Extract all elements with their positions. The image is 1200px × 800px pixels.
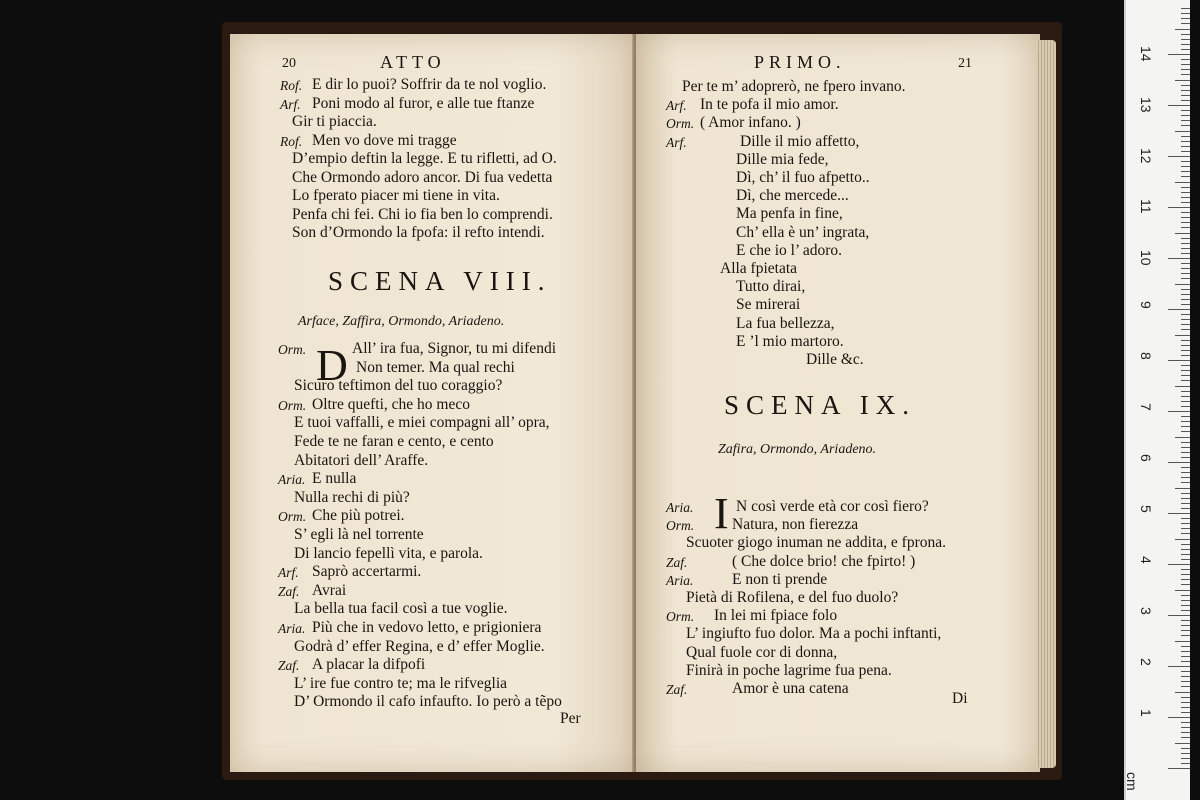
page-number: 20	[282, 56, 296, 71]
page-number: 21	[958, 56, 972, 71]
verse-line: Qual fuole cor di donna,	[686, 643, 838, 661]
drop-cap: I	[714, 489, 729, 538]
ruler-tick	[1181, 431, 1190, 432]
ruler-tick	[1181, 697, 1190, 698]
ruler-tick	[1181, 544, 1190, 545]
ruler-tick	[1181, 763, 1190, 764]
ruler-tick	[1181, 314, 1190, 315]
ruler-tick	[1181, 406, 1190, 407]
ruler-tick	[1181, 34, 1190, 35]
verse-line: L’ ire fue contro te; ma le rifveglia	[294, 674, 508, 692]
verse-line: Natura, non fierezza	[732, 516, 859, 534]
ruler-tick	[1168, 258, 1190, 259]
ruler-tick	[1181, 289, 1190, 290]
speaker-label: Zaf.	[666, 554, 688, 570]
ruler-tick	[1181, 13, 1190, 14]
verse-line: Alla fpietata	[720, 260, 798, 277]
verse-line: D’ Ormondo il cafo infaufto. Io però a tẽpo	[294, 693, 562, 711]
ruler-tick	[1181, 630, 1190, 631]
verse-line: Tutto dirai,	[736, 278, 806, 296]
ruler-tick	[1181, 120, 1190, 121]
ruler-tick	[1181, 569, 1190, 570]
verse-line: Abitatori dell’ Araffe.	[294, 451, 429, 469]
verse-line: In lei mi fpiace folo	[714, 607, 838, 625]
speaker-label: Aria.	[666, 500, 694, 515]
verse-line: Gir ti piaccia.	[292, 113, 377, 130]
ruler-tick	[1168, 462, 1190, 463]
speaker-label: Zaf.	[278, 658, 300, 674]
ruler-tick	[1181, 324, 1190, 325]
ruler-tick	[1175, 692, 1190, 693]
ruler-tick	[1181, 452, 1190, 453]
ruler-tick	[1181, 39, 1190, 40]
ruler-tick	[1181, 370, 1190, 371]
verse-line: Poni modo al furor, e alle tue ftanze	[312, 94, 535, 112]
ruler-tick	[1181, 421, 1190, 422]
ruler-tick	[1181, 355, 1190, 356]
ruler-tick	[1181, 559, 1190, 560]
ruler-tick	[1175, 743, 1190, 744]
ruler-tick	[1181, 253, 1190, 254]
ruler-tick	[1175, 641, 1190, 642]
ruler-tick	[1181, 304, 1190, 305]
ruler-tick	[1181, 702, 1190, 703]
verse-line: Finirà in poche lagrime fua pena.	[686, 661, 892, 679]
verse-line: Sicuro teftimon del tuo coraggio?	[294, 377, 503, 395]
ruler-tick	[1175, 29, 1190, 30]
ruler-number: 5	[1138, 505, 1154, 513]
ruler-tick	[1181, 125, 1190, 126]
verse-line: Pietà di Rofilena, e del fuo duolo?	[686, 589, 899, 606]
ruler-tick	[1181, 69, 1190, 70]
ruler-tick	[1181, 59, 1190, 60]
verse-line: S’ egli là nel torrente	[294, 526, 424, 543]
ruler-tick	[1175, 590, 1190, 591]
ruler-tick	[1168, 564, 1190, 565]
ruler-tick	[1181, 651, 1190, 652]
page-edges	[1036, 40, 1056, 768]
ruler-tick	[1181, 23, 1190, 24]
speaker-label: Rof.	[280, 133, 303, 149]
ruler-tick	[1181, 748, 1190, 749]
ruler-number: 3	[1138, 607, 1154, 615]
scene-characters: Arface, Zaffira, Ormondo, Ariadeno.	[298, 314, 505, 329]
verse-line: E non ti prende	[732, 570, 828, 588]
ruler-tick	[1175, 437, 1190, 438]
ruler-tick	[1181, 299, 1190, 300]
ruler-number: 14	[1138, 46, 1154, 62]
ruler-tick	[1181, 202, 1190, 203]
verse-line: Che più potrei.	[312, 507, 405, 525]
verse-line: Che Ormondo adoro ancor. Di fua vedetta	[292, 168, 553, 186]
ruler-tick	[1168, 717, 1190, 718]
ruler-tick	[1181, 610, 1190, 611]
ruler-tick	[1181, 625, 1190, 626]
ruler-tick	[1181, 727, 1190, 728]
running-head: ATTO	[380, 52, 446, 72]
ruler-tick	[1181, 161, 1190, 162]
ruler-tick	[1181, 401, 1190, 402]
ruler-tick	[1181, 146, 1190, 147]
ruler-tick	[1181, 574, 1190, 575]
ruler-tick	[1181, 584, 1190, 585]
ruler-tick	[1168, 666, 1190, 667]
verse-line: Scuoter giogo inuman ne addita, e fprona.	[686, 534, 946, 552]
ruler-tick	[1181, 365, 1190, 366]
measuring-ruler	[1124, 0, 1190, 800]
ruler-tick	[1168, 513, 1190, 514]
ruler-tick	[1181, 671, 1190, 672]
scene-characters: Zafira, Ormondo, Ariadeno.	[718, 442, 877, 457]
ruler-tick	[1181, 319, 1190, 320]
ruler-tick	[1181, 646, 1190, 647]
ruler-tick	[1181, 171, 1190, 172]
ruler-tick	[1181, 141, 1190, 142]
ruler-tick	[1181, 508, 1190, 509]
ruler-tick	[1168, 54, 1190, 55]
ruler-tick	[1181, 212, 1190, 213]
verse-line: L’ ingiufto fuo dolor. Ma a pochi inftanti,	[686, 625, 942, 643]
verse-line: Dì, che mercede...	[736, 187, 849, 205]
ruler-tick	[1181, 457, 1190, 458]
verse-line: All’ ira fua, Signor, tu mi difendi	[352, 340, 556, 357]
verse-line: Ch’ ella è un’ ingrata,	[736, 223, 870, 241]
verse-line: Godrà d’ effer Regina, e d’ effer Moglie.	[294, 637, 545, 655]
ruler-tick	[1175, 284, 1190, 285]
ruler-tick	[1181, 676, 1190, 677]
ruler-tick	[1181, 732, 1190, 733]
ruler-tick	[1181, 477, 1190, 478]
drop-cap: D	[316, 341, 348, 390]
ruler-tick	[1181, 85, 1190, 86]
verse-line: N così verde età cor così fiero?	[736, 498, 929, 515]
ruler-tick	[1175, 131, 1190, 132]
ruler-tick	[1181, 49, 1190, 50]
ruler-tick	[1181, 579, 1190, 580]
ruler-number: 8	[1138, 352, 1154, 360]
verse-line: Non temer. Ma qual rechi	[356, 358, 515, 376]
ruler-tick	[1168, 768, 1190, 769]
ruler-tick	[1181, 136, 1190, 137]
ruler-tick	[1181, 661, 1190, 662]
ruler-tick	[1181, 447, 1190, 448]
ruler-tick	[1181, 528, 1190, 529]
ruler-tick	[1181, 18, 1190, 19]
verse-line: Men vo dove mi tragge	[312, 131, 457, 149]
speaker-label: Orm.	[278, 342, 307, 357]
ruler-number: 7	[1138, 403, 1154, 411]
verse-line: Avrai	[312, 581, 347, 599]
ruler-tick	[1181, 416, 1190, 417]
verse-line: Di lancio fepellì vita, e parola.	[294, 544, 483, 562]
ruler-tick	[1168, 309, 1190, 310]
ruler-tick	[1181, 620, 1190, 621]
verse-line: Saprò accertarmi.	[312, 563, 422, 581]
ruler-tick	[1181, 192, 1190, 193]
ruler-number: 6	[1138, 454, 1154, 462]
verse-line: Se mirerai	[736, 296, 801, 314]
ruler-tick	[1181, 217, 1190, 218]
verse-line: Dille mia fede,	[736, 150, 829, 168]
verse-line: E tuoi vaffalli, e miei compagni all’ opra,	[294, 414, 550, 432]
ruler-tick	[1168, 411, 1190, 412]
ruler-tick	[1181, 442, 1190, 443]
ruler-tick	[1175, 386, 1190, 387]
ruler-number: 13	[1138, 97, 1154, 113]
ruler-tick	[1181, 493, 1190, 494]
ruler-tick	[1181, 518, 1190, 519]
ruler-tick	[1181, 340, 1190, 341]
ruler-tick	[1181, 498, 1190, 499]
speaker-label: Orm.	[666, 116, 695, 132]
ruler-tick	[1181, 350, 1190, 351]
ruler-tick	[1181, 90, 1190, 91]
speaker-label: Aria.	[278, 472, 306, 488]
ruler-tick	[1168, 360, 1190, 361]
verse-line: Fede te ne faran e cento, e cento	[294, 433, 494, 450]
speaker-label: Zaf.	[666, 682, 688, 697]
verse-line: E ’l mio martoro.	[736, 332, 844, 350]
ruler-tick	[1181, 151, 1190, 152]
ruler-tick	[1181, 426, 1190, 427]
ruler-tick	[1181, 187, 1190, 188]
ruler-tick	[1181, 227, 1190, 228]
ruler-tick	[1181, 533, 1190, 534]
ruler-tick	[1181, 197, 1190, 198]
ruler-tick	[1181, 472, 1190, 473]
ruler-tick	[1175, 539, 1190, 540]
ruler-tick	[1181, 263, 1190, 264]
ruler-tick	[1181, 482, 1190, 483]
speaker-label: Rof.	[280, 78, 303, 93]
ruler-tick	[1181, 268, 1190, 269]
verse-line: Oltre quefti, che ho meco	[312, 395, 470, 413]
verse-line: D’empio deftin la legge. E tu rifletti, ad O.	[292, 150, 557, 167]
ruler-tick	[1181, 396, 1190, 397]
ruler-tick	[1181, 467, 1190, 468]
speaker-label: Arf.	[666, 134, 687, 150]
ruler-tick	[1181, 375, 1190, 376]
ruler-number: 1	[1138, 709, 1154, 717]
ruler-tick	[1181, 503, 1190, 504]
ruler-tick	[1168, 156, 1190, 157]
verse-line: Lo fperato piacer mi tiene in vita.	[292, 187, 500, 204]
ruler-tick	[1181, 391, 1190, 392]
ruler-tick	[1181, 95, 1190, 96]
ruler-tick	[1181, 656, 1190, 657]
ruler-tick	[1181, 222, 1190, 223]
ruler-tick	[1181, 273, 1190, 274]
left-page	[230, 34, 635, 772]
verse-line: Dille &c.	[806, 351, 864, 368]
ruler-tick	[1168, 615, 1190, 616]
verse-line: La bella tua facil così a tue voglie.	[294, 600, 508, 618]
ruler-tick	[1181, 737, 1190, 738]
running-head: PRIMO.	[754, 52, 846, 72]
speaker-label: Aria.	[278, 621, 306, 636]
ruler-tick	[1175, 488, 1190, 489]
verse-line: Amor è una catena	[732, 680, 849, 697]
verse-line: Più che in vedovo letto, e prigioniera	[312, 619, 542, 636]
ruler-tick	[1181, 329, 1190, 330]
verse-line: Ma penfa in fine,	[736, 205, 843, 223]
ruler-tick	[1175, 182, 1190, 183]
ruler-tick	[1181, 64, 1190, 65]
ruler-tick	[1181, 44, 1190, 45]
verse-line: In te pofa il mio amor.	[700, 96, 839, 114]
speaker-label: Aria.	[666, 572, 694, 588]
speaker-label: Orm.	[666, 518, 695, 534]
verse-line: Dì, ch’ il fuo afpetto..	[736, 169, 870, 186]
ruler-number: 2	[1138, 658, 1154, 666]
ruler-tick	[1181, 707, 1190, 708]
ruler-number: 11	[1138, 199, 1154, 214]
speaker-label: Arf.	[278, 565, 299, 581]
ruler-tick	[1181, 248, 1190, 249]
ruler-tick	[1168, 207, 1190, 208]
ruler-tick	[1175, 335, 1190, 336]
ruler-tick	[1181, 595, 1190, 596]
ruler-tick	[1181, 8, 1190, 9]
speaker-label: Orm.	[278, 397, 307, 413]
ruler-tick	[1181, 600, 1190, 601]
ruler-tick	[1181, 243, 1190, 244]
verse-line: A placar la difpofi	[312, 656, 426, 674]
ruler-tick	[1181, 278, 1190, 279]
ruler-tick	[1181, 294, 1190, 295]
ruler-unit: cm	[1124, 772, 1140, 791]
ruler-tick	[1181, 554, 1190, 555]
verse-line: Per te m’ adoprerò, ne fpero invano.	[682, 78, 906, 95]
ruler-tick	[1175, 233, 1190, 234]
ruler-tick	[1181, 523, 1190, 524]
verse-line: Son d’Ormondo la fpofa: il refto intendi.	[292, 224, 545, 241]
catchword: Per	[560, 710, 581, 727]
ruler-tick	[1181, 686, 1190, 687]
verse-line: La fua bellezza,	[736, 314, 835, 332]
ruler-tick	[1175, 80, 1190, 81]
ruler-tick	[1181, 722, 1190, 723]
speaker-label: Arf.	[666, 98, 687, 114]
speaker-label: Arf.	[280, 96, 301, 112]
speaker-label: Orm.	[666, 609, 695, 625]
verse-line: ( Che dolce brio! che fpirto! )	[732, 552, 916, 570]
ruler-tick	[1181, 74, 1190, 75]
ruler-tick	[1181, 100, 1190, 101]
ruler-tick	[1181, 110, 1190, 111]
verse-line: Penfa chi fei. Chi io fia ben lo comprendi.	[292, 205, 553, 223]
verse-line: E che io l’ adoro.	[736, 241, 843, 259]
ruler-tick	[1181, 176, 1190, 177]
ruler-tick	[1181, 549, 1190, 550]
scene-title: SCENA VIII.	[328, 266, 552, 296]
ruler-number: 4	[1138, 556, 1154, 564]
verse-line: E nulla	[312, 470, 357, 488]
verse-line: ( Amor infano. )	[700, 114, 801, 132]
scene-title: SCENA IX.	[724, 390, 917, 420]
verse-line: Nulla rechi di più?	[294, 488, 410, 506]
ruler-tick	[1181, 345, 1190, 346]
ruler-tick	[1181, 753, 1190, 754]
ruler-tick	[1181, 166, 1190, 167]
catchword: Di	[952, 690, 968, 707]
ruler-tick	[1181, 115, 1190, 116]
ruler-tick	[1181, 758, 1190, 759]
ruler-tick	[1181, 238, 1190, 239]
ruler-number: 10	[1138, 250, 1154, 266]
speaker-label: Zaf.	[278, 583, 300, 599]
verse-line: E dir lo puoi? Soffrir da te nol voglio.	[312, 76, 547, 93]
ruler-tick	[1181, 635, 1190, 636]
ruler-number: 12	[1138, 148, 1154, 164]
ruler-tick	[1168, 105, 1190, 106]
right-page	[636, 34, 1040, 772]
ruler-number: 9	[1138, 301, 1154, 309]
ruler-tick	[1181, 380, 1190, 381]
verse-line: Dille il mio affetto,	[740, 132, 860, 150]
speaker-label: Orm.	[278, 509, 307, 525]
ruler-tick	[1181, 712, 1190, 713]
ruler-tick	[1181, 605, 1190, 606]
ruler-tick	[1181, 681, 1190, 682]
